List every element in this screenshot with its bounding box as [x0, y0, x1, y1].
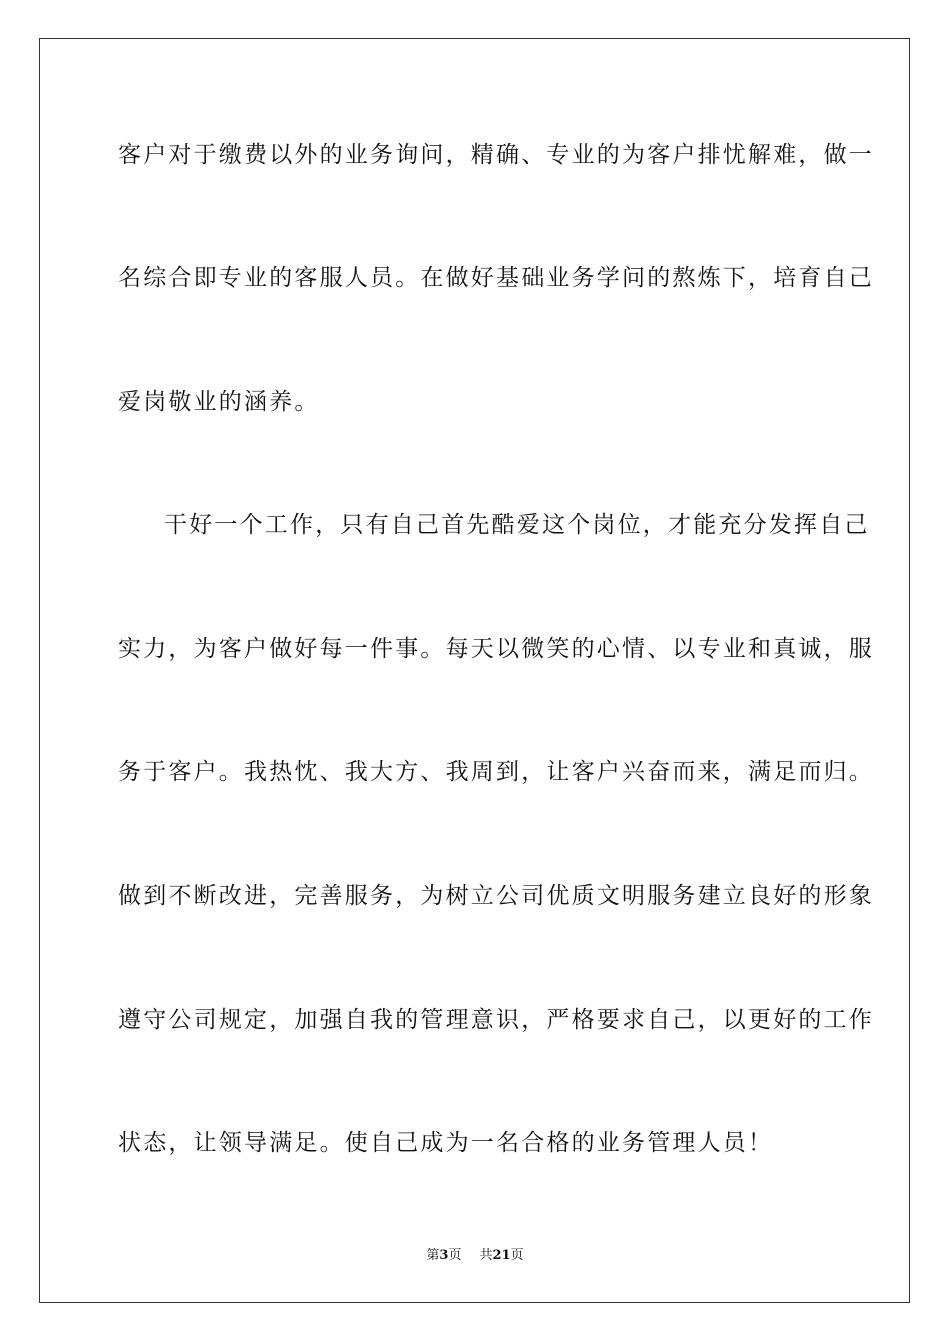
body-line-1: 客户对于缴费以外的业务询问，精确、专业的为客户排忧解难，做一: [118, 142, 874, 168]
body-line-6: 务于客户。我热忱、我大方、我周到，让客户兴奋而来，满足而归。: [118, 759, 874, 785]
total-prefix: 共: [479, 1248, 493, 1263]
body-line-7: 做到不断改进，完善服务，为树立公司优质文明服务建立良好的形象: [118, 883, 874, 909]
body-line-9: 状态，让领导满足。使自己成为一名合格的业务管理人员！: [118, 1130, 774, 1156]
page-prefix: 第: [426, 1248, 440, 1263]
page-suffix: 页: [448, 1248, 462, 1263]
page-number: 3: [439, 1248, 449, 1263]
total-pages: 21: [492, 1248, 511, 1263]
body-line-5: 实力，为客户做好每一件事。每天以微笑的心情、以专业和真诚，服: [118, 636, 874, 662]
body-line-8: 遵守公司规定，加强自我的管理意识，严格要求自己，以更好的工作: [118, 1007, 874, 1033]
page-border: [39, 38, 910, 1303]
body-line-4-paragraph-start: 干好一个工作，只有自己首先酷爱这个岗位，才能充分发挥自己: [164, 512, 870, 538]
total-suffix: 页: [510, 1248, 524, 1263]
body-line-3: 爱岗敬业的涵养。: [118, 389, 320, 415]
page-footer: [0, 1248, 950, 1264]
body-line-2: 名综合即专业的客服人员。在做好基础业务学问的熬炼下，培育自己: [118, 265, 874, 291]
